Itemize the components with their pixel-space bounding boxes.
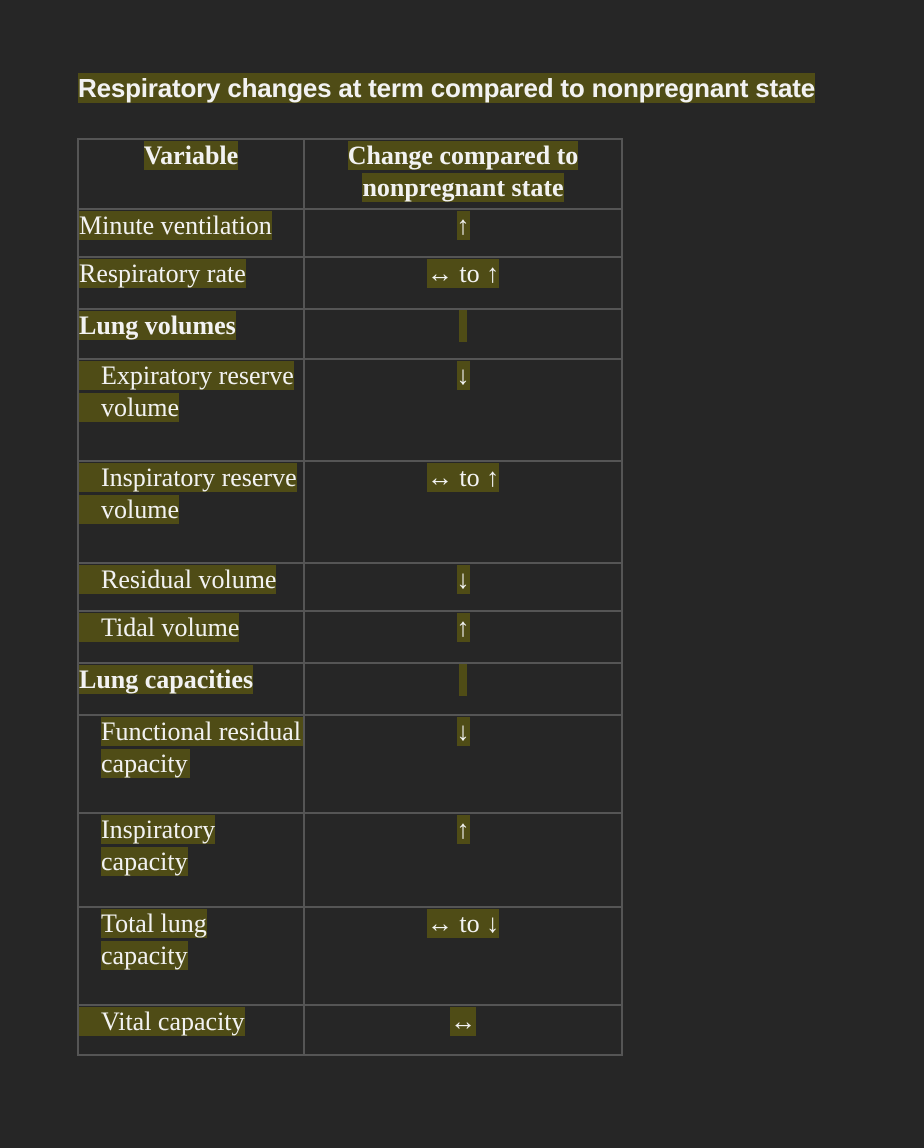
row-change: ↔ to ↑ [304, 461, 622, 563]
table-row [78, 611, 622, 663]
row-variable: Vital capacity [78, 1005, 304, 1055]
row-change: ↓ [304, 563, 622, 611]
row-change: ↓ [304, 359, 622, 461]
row-change: ↔ to ↑ [304, 257, 622, 309]
row-change: ↔ to ↓ [304, 907, 622, 1005]
table-row [78, 907, 622, 1005]
empty-highlight [459, 310, 467, 342]
page-title: Respiratory changes at term compared to nonpregnant state [78, 73, 815, 103]
respiratory-changes-table [77, 138, 623, 1056]
row-variable: Expiratory reserve volume [78, 359, 304, 461]
row-variable: Minute ventilation [78, 209, 304, 257]
row-variable: Functional residual capacity [78, 715, 304, 813]
row-variable: Inspiratory capacity [78, 813, 304, 907]
column-header-change: Change compared to nonpregnant state [304, 139, 622, 209]
row-change [304, 663, 622, 715]
table-row [78, 257, 622, 309]
row-variable: Total lung capacity [78, 907, 304, 1005]
row-change: ↑ [304, 611, 622, 663]
table-row [78, 1005, 622, 1055]
row-change: ↑ [304, 813, 622, 907]
row-variable: Inspiratory reserve volume [78, 461, 304, 563]
row-change: ↑ [304, 209, 622, 257]
group-label-lung-capacities: Lung capacities [78, 663, 304, 715]
table-row [78, 461, 622, 563]
row-change: ↔ [304, 1005, 622, 1055]
table-row [78, 359, 622, 461]
row-change: ↓ [304, 715, 622, 813]
table-row [78, 209, 622, 257]
column-header-variable: Variable [78, 139, 304, 209]
table-group-row [78, 663, 622, 715]
empty-highlight [459, 664, 467, 696]
table-row [78, 813, 622, 907]
row-change [304, 309, 622, 359]
table-row [78, 715, 622, 813]
table-group-row [78, 309, 622, 359]
table-row [78, 563, 622, 611]
group-label-lung-volumes: Lung volumes [78, 309, 304, 359]
table-header-row [78, 139, 622, 209]
row-variable: Respiratory rate [78, 257, 304, 309]
row-variable: Tidal volume [78, 611, 304, 663]
row-variable: Residual volume [78, 563, 304, 611]
